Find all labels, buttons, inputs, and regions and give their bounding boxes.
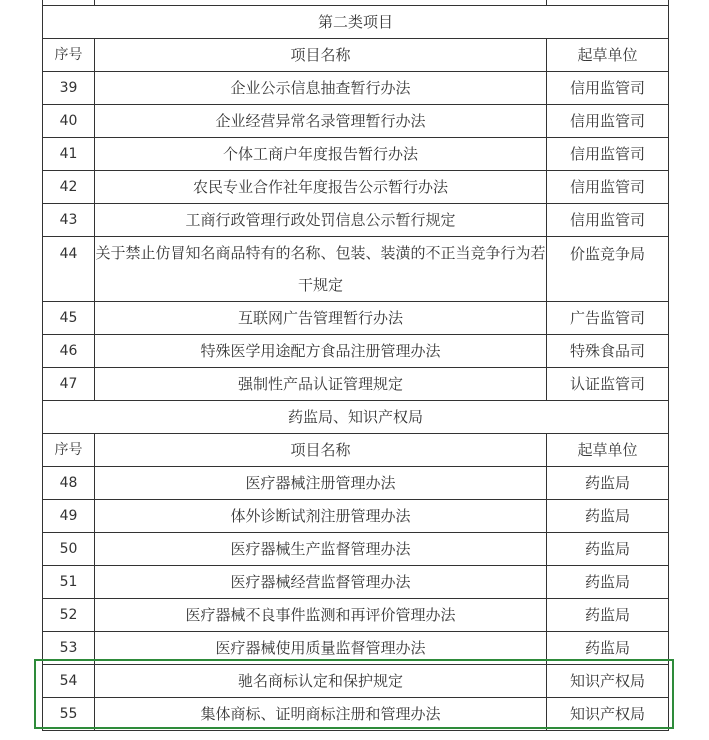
table-row: [43, 237, 669, 302]
row-name: 企业经营异常名录管理暂行办法: [95, 105, 547, 138]
row-name: 关于禁止仿冒知名商品特有的名称、包装、装潢的不正当竞争行为若干规定: [95, 237, 547, 302]
row-unit: 特殊食品司: [547, 335, 669, 368]
row-unit: 药监局: [547, 599, 669, 632]
table-row: [43, 72, 669, 105]
row-name: 医疗器械注册管理办法: [95, 467, 547, 500]
row-unit: 药监局: [547, 533, 669, 566]
section-title-row: [43, 6, 669, 39]
row-seq: 46: [43, 335, 95, 368]
row-name: 企业公示信息抽查暂行办法: [95, 72, 547, 105]
header-unit: 起草单位: [547, 434, 669, 467]
row-name: 体外诊断试剂注册管理办法: [95, 500, 547, 533]
row-name: 个体工商户年度报告暂行办法: [95, 138, 547, 171]
table-row: [43, 533, 669, 566]
table-row: [43, 698, 669, 731]
regulation-table: [42, 0, 669, 731]
row-name: 驰名商标认定和保护规定: [95, 665, 547, 698]
header-seq: 序号: [43, 39, 95, 72]
table-row: [43, 566, 669, 599]
table-row: [43, 500, 669, 533]
row-seq: 43: [43, 204, 95, 237]
row-seq: 55: [43, 698, 95, 731]
row-unit: 知识产权局: [547, 665, 669, 698]
header-name: 项目名称: [95, 39, 547, 72]
row-unit: 药监局: [547, 500, 669, 533]
header-unit: 起草单位: [547, 39, 669, 72]
row-name: 工商行政管理行政处罚信息公示暂行规定: [95, 204, 547, 237]
table-row: [43, 204, 669, 237]
row-name: 互联网广告管理暂行办法: [95, 302, 547, 335]
row-seq: 41: [43, 138, 95, 171]
row-unit: 药监局: [547, 566, 669, 599]
row-seq: 39: [43, 72, 95, 105]
row-unit: 信用监管司: [547, 72, 669, 105]
row-unit: 信用监管司: [547, 138, 669, 171]
row-name: 强制性产品认证管理规定: [95, 368, 547, 401]
table-row: [43, 138, 669, 171]
row-unit: 价监竞争局: [547, 237, 669, 302]
table-header-row: [43, 434, 669, 467]
table-row: [43, 302, 669, 335]
row-name: 医疗器械经营监督管理办法: [95, 566, 547, 599]
table-row: [43, 632, 669, 665]
section-title: 药监局、知识产权局: [43, 401, 669, 434]
row-seq: 47: [43, 368, 95, 401]
row-unit: 信用监管司: [547, 171, 669, 204]
row-name: 医疗器械不良事件监测和再评价管理办法: [95, 599, 547, 632]
row-seq: 53: [43, 632, 95, 665]
row-seq: 54: [43, 665, 95, 698]
table-row: [43, 368, 669, 401]
header-seq: 序号: [43, 434, 95, 467]
row-seq: 48: [43, 467, 95, 500]
row-seq: 42: [43, 171, 95, 204]
row-name: 医疗器械生产监督管理办法: [95, 533, 547, 566]
header-name: 项目名称: [95, 434, 547, 467]
row-unit: 信用监管司: [547, 204, 669, 237]
row-seq: 49: [43, 500, 95, 533]
row-name: 农民专业合作社年度报告公示暂行办法: [95, 171, 547, 204]
row-unit: 知识产权局: [547, 698, 669, 731]
table-row: [43, 335, 669, 368]
row-seq: 45: [43, 302, 95, 335]
row-seq: 40: [43, 105, 95, 138]
row-unit: 信用监管司: [547, 105, 669, 138]
row-seq: 50: [43, 533, 95, 566]
row-seq: 44: [43, 237, 95, 302]
section-title-row: [43, 401, 669, 434]
table-row: [43, 665, 669, 698]
table-header-row: [43, 39, 669, 72]
row-name: 集体商标、证明商标注册和管理办法: [95, 698, 547, 731]
row-seq: 52: [43, 599, 95, 632]
table-row: [43, 171, 669, 204]
row-unit: 认证监管司: [547, 368, 669, 401]
table-row: [43, 467, 669, 500]
table-row: [43, 599, 669, 632]
row-unit: 药监局: [547, 632, 669, 665]
table-row: [43, 105, 669, 138]
row-name: 医疗器械使用质量监督管理办法: [95, 632, 547, 665]
regulation-table-container: [42, 0, 667, 731]
row-seq: 51: [43, 566, 95, 599]
row-name: 特殊医学用途配方食品注册管理办法: [95, 335, 547, 368]
row-unit: 药监局: [547, 467, 669, 500]
section-title: 第二类项目: [43, 6, 669, 39]
row-unit: 广告监管司: [547, 302, 669, 335]
